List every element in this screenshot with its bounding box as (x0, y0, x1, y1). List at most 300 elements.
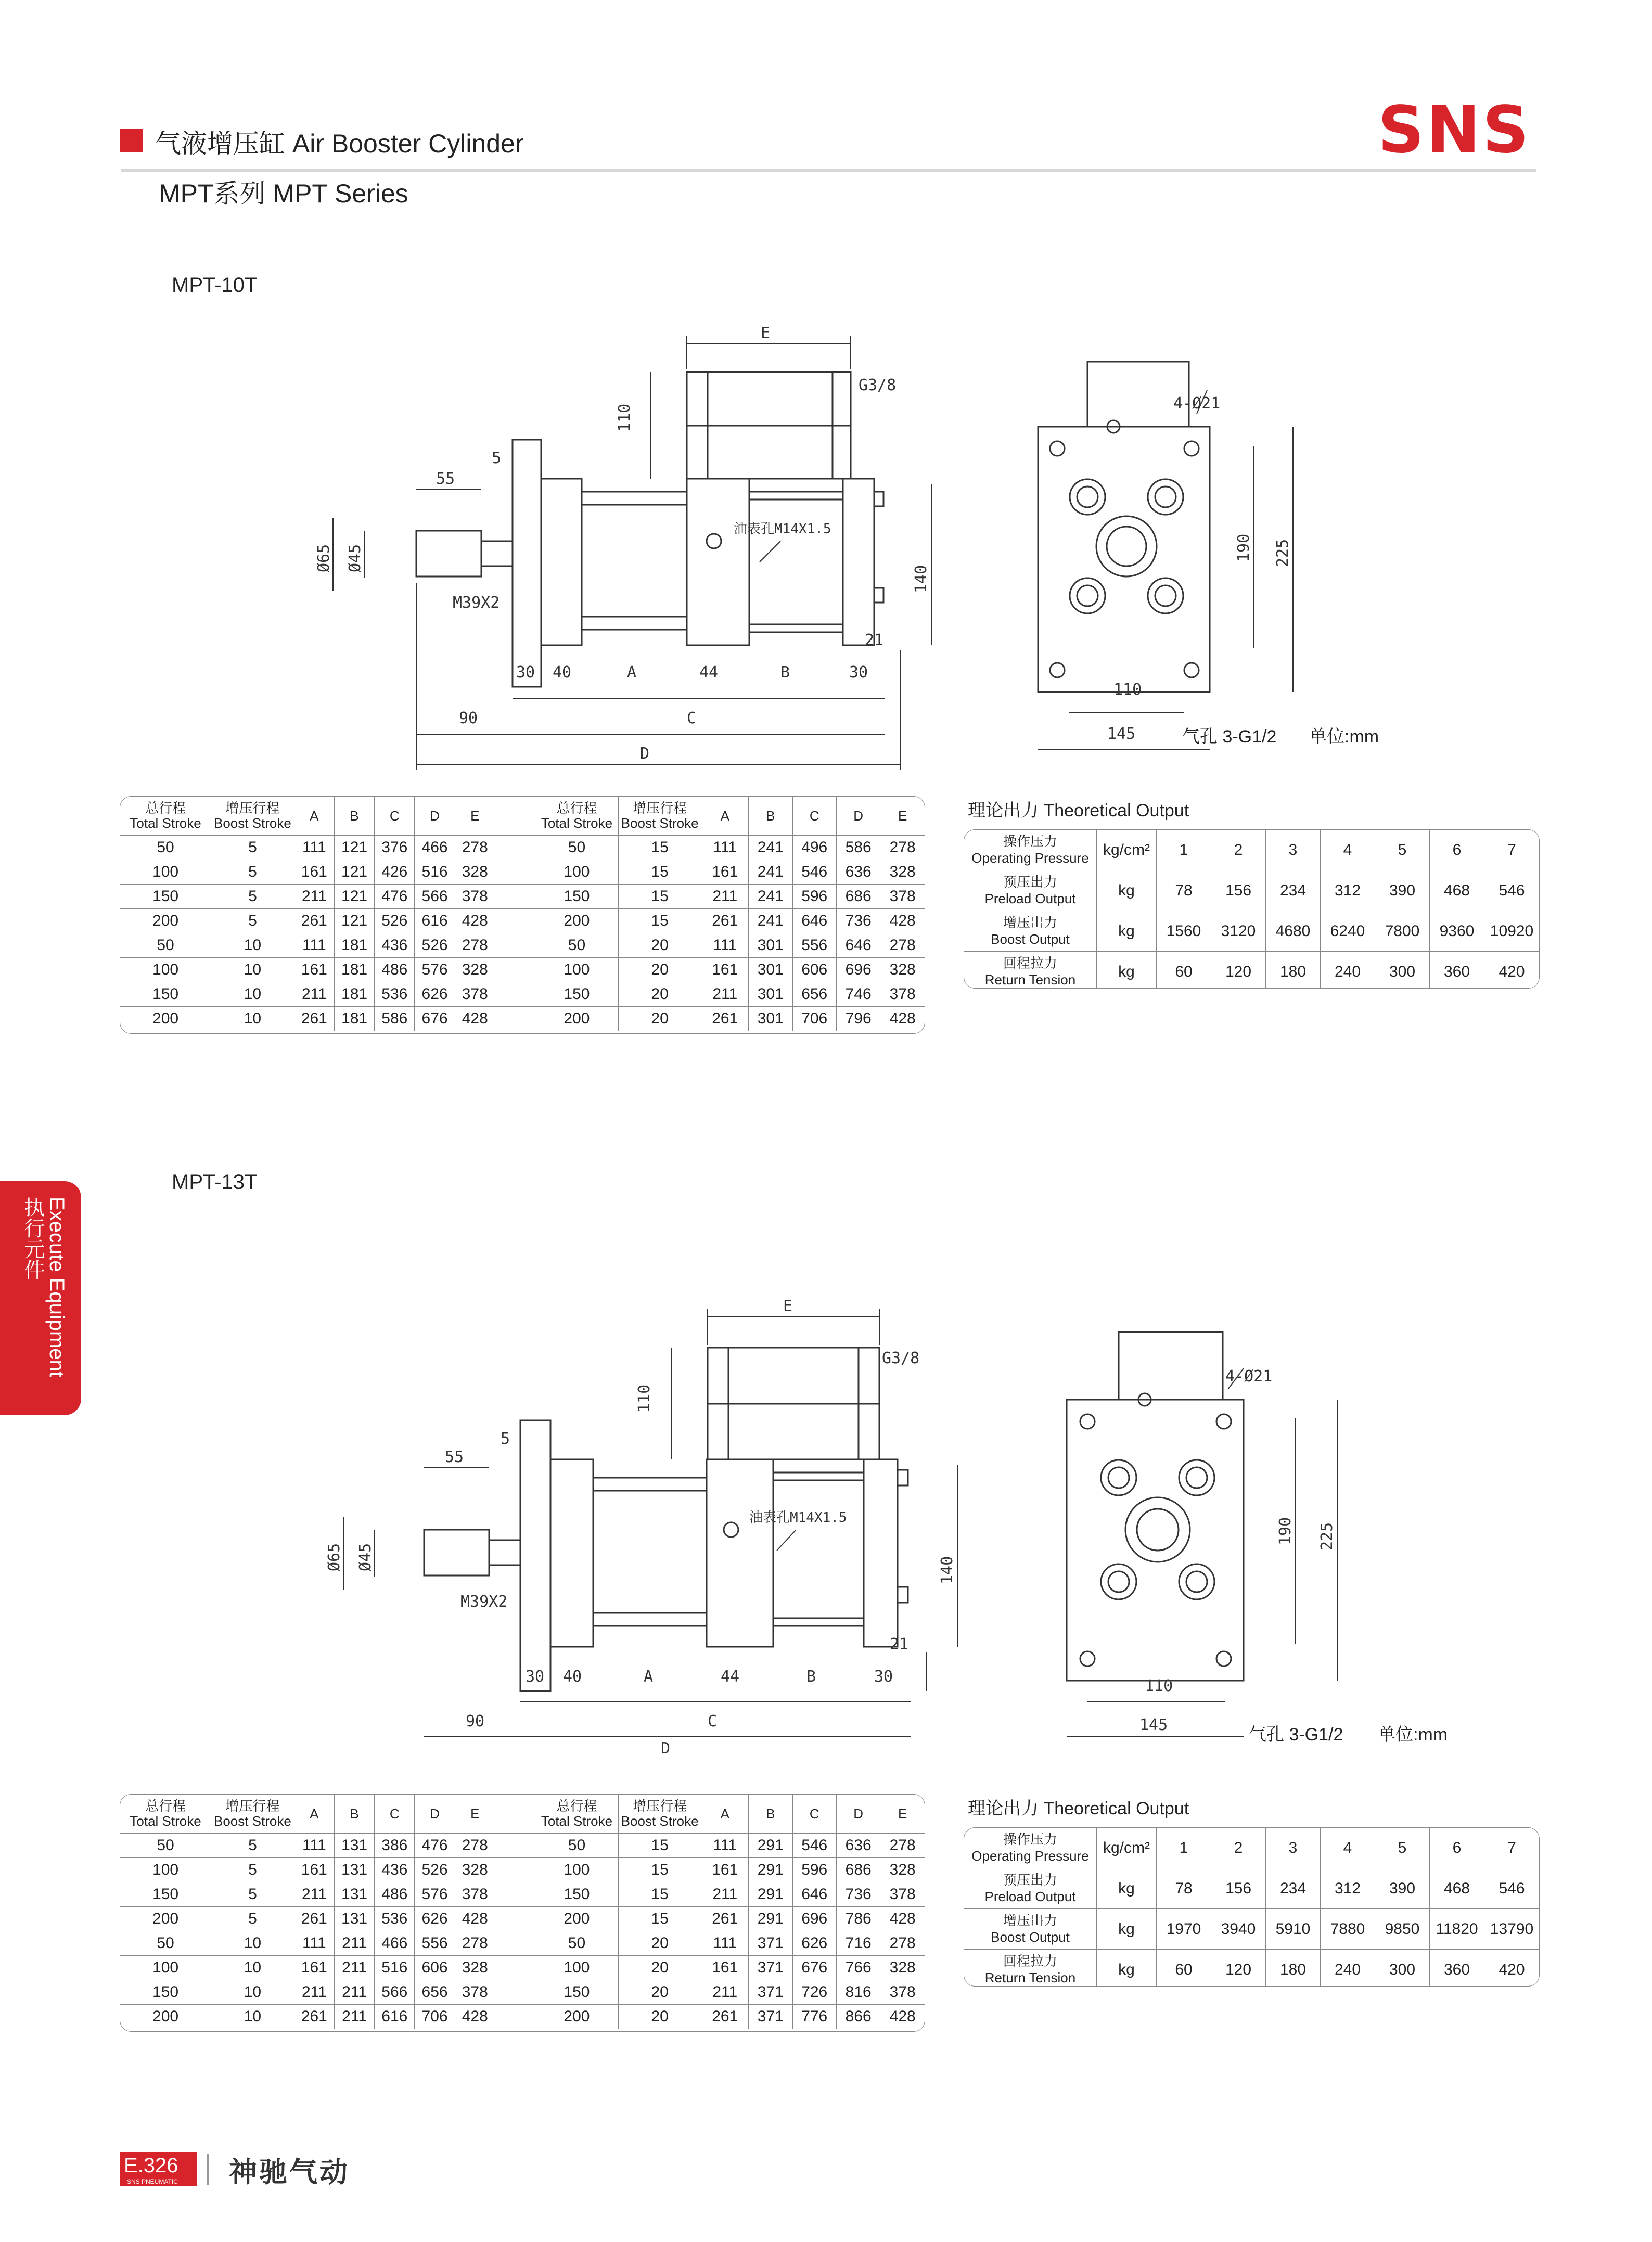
table-cell: 211 (701, 1882, 749, 1907)
table-cell: 211 (335, 1980, 375, 2005)
air-port-note-2: 气孔 3-G1/2 (1249, 1725, 1343, 1745)
table-cell: 50 (535, 933, 619, 958)
table-cell: 150 (120, 885, 211, 909)
table-cell: 60 (1157, 952, 1211, 989)
table-cell (495, 958, 535, 982)
table-cell: 6 (1430, 830, 1484, 870)
table-cell: 626 (415, 1907, 455, 1931)
table-cell: 150 (120, 1882, 211, 1907)
table-cell: 596 (793, 1858, 837, 1882)
table-row (120, 1931, 925, 1956)
dim-140-2: 140 (938, 1556, 956, 1584)
table-cell: 328 (880, 1858, 925, 1882)
table-cell: 181 (335, 982, 375, 1007)
table-cell: 5 (211, 1858, 294, 1882)
table-cell: 111 (294, 1834, 335, 1858)
table-cell: 161 (294, 860, 335, 885)
table-cell: 11820 (1430, 1909, 1484, 1950)
table-cell: 15 (619, 1907, 702, 1931)
table-cell: 428 (889, 2008, 916, 2025)
hdr-c-1r: C (793, 797, 837, 836)
table-cell: 371 (749, 2005, 792, 2029)
hdr-c-2: C (375, 1795, 415, 1834)
table-cell (495, 933, 535, 958)
table-cell: 278 (455, 836, 495, 860)
footer-brand-small: SNS PNEUMATIC (127, 2178, 178, 2185)
table-row (120, 836, 925, 860)
table-cell: 736 (837, 909, 880, 933)
table-cell: 6240 (1321, 911, 1375, 952)
table-row (964, 830, 1539, 870)
table-cell: 371 (749, 1931, 792, 1956)
table-cell: 686 (837, 885, 880, 909)
table-cell: 150 (535, 885, 619, 909)
table-cell (495, 1858, 535, 1882)
table-cell: 9360 (1430, 911, 1484, 952)
table-cell: 371 (749, 1980, 792, 2005)
hdr-a-1r: A (701, 797, 749, 836)
table-cell: 796 (837, 1007, 880, 1031)
dim-140-1: 140 (912, 565, 930, 593)
table-cell: 3 (1266, 830, 1321, 870)
table-cell: 786 (837, 1907, 880, 1931)
table-cell: 156 (1211, 870, 1266, 911)
table-cell: 20 (619, 1980, 702, 2005)
table-cell: 2 (1211, 830, 1266, 870)
table-cell: 5 (211, 1907, 294, 1931)
table-cell: 200 (535, 909, 619, 933)
table-cell: 15 (619, 1834, 702, 1858)
table-cell: 706 (415, 2005, 455, 2029)
table-cell: 816 (837, 1980, 880, 2005)
hdr-boost-2r: 增压行程 Boost Stroke (619, 1795, 702, 1834)
table-cell: 378 (455, 982, 495, 1007)
table-cell: 13790 (1484, 1909, 1539, 1950)
table-cell: 15 (619, 909, 702, 933)
table-cell: 646 (793, 909, 837, 933)
table-cell: 301 (749, 958, 792, 982)
table-cell: 10 (211, 958, 294, 982)
table-cell: 121 (335, 909, 375, 933)
table-cell: 241 (749, 885, 792, 909)
table-cell: 328 (455, 1858, 495, 1882)
table-cell: 181 (335, 1007, 375, 1031)
table-cell: 120 (1211, 952, 1266, 989)
table-cell: 606 (415, 1956, 455, 1980)
table-cell: 78 (1157, 1868, 1211, 1909)
table-cell: 291 (749, 1834, 792, 1858)
table-row (120, 1980, 925, 2005)
table-cell: 360 (1430, 952, 1484, 989)
table-cell: 20 (619, 958, 702, 982)
table-cell: 1 (1157, 1828, 1211, 1868)
table-cell: 5910 (1266, 1909, 1321, 1950)
table-cell: 3 (1266, 1828, 1321, 1868)
table-cell: 60 (1157, 1950, 1211, 1987)
table-cell (495, 860, 535, 885)
table-cell: 5 (211, 1882, 294, 1907)
hdr-c-2r: C (793, 1795, 837, 1834)
table-cell: 426 (375, 860, 415, 885)
table-cell: 526 (375, 909, 415, 933)
dim-40-1: 40 (553, 663, 572, 682)
table-cell: 200 (535, 1007, 619, 1031)
table-cell: 121 (335, 885, 375, 909)
table-cell: 181 (335, 958, 375, 982)
table-cell: 261 (294, 1907, 335, 1931)
table-cell: 4 (1321, 1828, 1375, 1868)
table-cell: 378 (880, 885, 925, 909)
table-cell: 301 (749, 933, 792, 958)
table-cell: 10 (211, 982, 294, 1007)
table-cell: 5 (1375, 830, 1430, 870)
table-cell: 20 (619, 1007, 702, 1031)
table-cell: 466 (415, 836, 455, 860)
table-row (120, 933, 925, 958)
hdr-a-2: A (294, 1795, 335, 1834)
page-title: 气液增压缸 Air Booster Cylinder (155, 129, 524, 158)
drawing-mpt-10t (312, 312, 1405, 780)
table-cell: 111 (701, 1834, 749, 1858)
table-cell: 10 (211, 1931, 294, 1956)
dim-110-2: 110 (635, 1384, 654, 1413)
row-label: 操作压力 Operating Pressure (964, 1828, 1097, 1868)
table-cell: 546 (1484, 1868, 1539, 1909)
table-cell: 278 (880, 1834, 925, 1858)
table-cell: 131 (335, 1834, 375, 1858)
table-cell: 240 (1321, 952, 1375, 989)
table-cell: 378 (455, 1882, 495, 1907)
table-cell: 211 (335, 2005, 375, 2029)
dim-225-2: 225 (1318, 1522, 1336, 1551)
table-cell: 241 (749, 860, 792, 885)
table-cell: 428 (455, 1907, 495, 1931)
table-cell: 261 (294, 909, 335, 933)
page-number: E.326 (124, 2154, 178, 2177)
table-cell: 556 (793, 933, 837, 958)
table-cell: 390 (1375, 1868, 1430, 1909)
table-cell: 726 (793, 1980, 837, 2005)
hdr-total-2r: 总行程 Total Stroke (535, 1795, 619, 1834)
footer-brand: 神驰气动 (229, 2157, 350, 2188)
dim-55-1: 55 (436, 470, 455, 488)
table-cell: 20 (619, 1956, 702, 1980)
table-cell: 736 (837, 1882, 880, 1907)
table-cell: 386 (375, 1834, 415, 1858)
row-label: 增压出力 Boost Output (964, 911, 1097, 952)
table-cell (495, 1980, 535, 2005)
table-cell: 50 (535, 836, 619, 860)
table-row (964, 870, 1539, 911)
table-cell: 5 (211, 909, 294, 933)
table-cell: 626 (793, 1931, 837, 1956)
dim-110-1: 110 (616, 403, 634, 432)
table-cell: 476 (375, 885, 415, 909)
table-cell: 7 (1484, 1828, 1539, 1868)
table-cell: 278 (880, 1931, 925, 1956)
table-cell: 328 (455, 1956, 495, 1980)
table-cell: 161 (294, 1858, 335, 1882)
dim-190-2: 190 (1276, 1517, 1295, 1545)
hdr-d-1r: D (837, 797, 880, 836)
table-cell: 20 (619, 933, 702, 958)
table-cell: 180 (1266, 1950, 1321, 1987)
table-cell: 436 (375, 933, 415, 958)
table-row (120, 909, 925, 933)
table-cell: 5 (211, 1834, 294, 1858)
output-table-1 (964, 829, 1540, 989)
hdr-d-2: D (415, 1795, 455, 1834)
footer-separator (207, 2154, 209, 2185)
table-cell: 546 (793, 1834, 837, 1858)
dim-d-2: D (661, 1739, 671, 1753)
table-cell: 278 (455, 1931, 495, 1956)
model-label-2: MPT-13T (172, 1171, 258, 1194)
spec-table-2 (120, 1794, 925, 2032)
table-cell (495, 836, 535, 860)
table-cell: 211 (294, 1980, 335, 2005)
hdr-a-2r: A (701, 1795, 749, 1834)
table-cell: 50 (535, 1834, 619, 1858)
table-cell: 378 (880, 982, 925, 1007)
table-cell: 161 (294, 958, 335, 982)
hdr-b-2r: B (749, 1795, 792, 1834)
table-cell: 766 (837, 1956, 880, 1980)
table-cell: 100 (535, 958, 619, 982)
table-cell: 428 (889, 1010, 916, 1027)
drawing-mpt-13t (312, 1285, 1405, 1753)
table-cell: 576 (415, 958, 455, 982)
table-cell: 486 (375, 1882, 415, 1907)
table-cell: 526 (415, 933, 455, 958)
table-cell: 15 (619, 836, 702, 860)
table-cell: 706 (793, 1007, 837, 1031)
dim-225-1: 225 (1274, 539, 1292, 567)
output-title-2: 理论出力 Theoretical Output (968, 1799, 1189, 1818)
dim-holes-2: 4-Ø21 (1225, 1367, 1273, 1386)
table-cell: 111 (701, 1931, 749, 1956)
table-cell (495, 885, 535, 909)
table-cell: 131 (335, 1907, 375, 1931)
table-row (964, 1950, 1539, 1987)
table-cell: 211 (701, 1980, 749, 2005)
table-row (120, 885, 925, 909)
table-cell: 696 (837, 958, 880, 982)
table-cell: 466 (375, 1931, 415, 1956)
dim-b-1: B (780, 663, 790, 682)
table-cell: 20 (619, 1931, 702, 1956)
air-port-note-1: 气孔 3-G1/2 (1182, 727, 1277, 747)
side-tab-zh: 执行元件 (21, 1197, 44, 1280)
table-cell: 50 (120, 836, 211, 860)
table-cell: 131 (335, 1858, 375, 1882)
table-cell: 240 (1321, 1950, 1375, 1987)
hdr-b-1r: B (749, 797, 792, 836)
table-cell: 616 (375, 2005, 415, 2029)
dim-g38-1: G3/8 (859, 376, 897, 394)
spec-table-1 (120, 796, 925, 1034)
table-cell: 686 (837, 1858, 880, 1882)
row-label: 回程拉力 Return Tension (964, 1950, 1097, 1987)
dim-b-2: B (806, 1668, 816, 1686)
table-cell: 436 (375, 1858, 415, 1882)
unit-cell: kg (1097, 870, 1157, 911)
dim-a-1: A (627, 663, 637, 682)
table-cell: 626 (415, 982, 455, 1007)
table-cell: 10 (211, 1007, 294, 1031)
table-cell: 78 (1157, 870, 1211, 911)
table-cell: 200 (535, 2005, 619, 2029)
table-cell: 291 (749, 1907, 792, 1931)
table-cell: 4680 (1266, 911, 1321, 952)
dim-g38-2: G3/8 (882, 1349, 920, 1367)
dim-44-2: 44 (721, 1668, 740, 1686)
hdr-d-2r: D (837, 1795, 880, 1834)
table-cell: 516 (375, 1956, 415, 1980)
table-cell: 468 (1430, 870, 1484, 911)
dim-30a-2: 30 (526, 1668, 545, 1686)
dim-44-1: 44 (699, 663, 719, 682)
side-tab-en: Execute Equipment (45, 1197, 68, 1377)
table-row (120, 1007, 925, 1031)
table-cell: 371 (749, 1956, 792, 1980)
table-cell: 676 (415, 1007, 455, 1031)
table-cell: 1560 (1157, 911, 1211, 952)
table-cell: 566 (375, 1980, 415, 2005)
table-cell: 15 (619, 1882, 702, 1907)
table-cell: 291 (749, 1882, 792, 1907)
table-cell: 5 (211, 885, 294, 909)
unit-cell: kg (1097, 952, 1157, 989)
table-cell: 211 (294, 982, 335, 1007)
table-cell: 50 (120, 1834, 211, 1858)
dim-55-2: 55 (445, 1448, 464, 1466)
table-cell: 150 (535, 982, 619, 1007)
table-cell: 7 (1484, 830, 1539, 870)
table-cell: 312 (1321, 1868, 1375, 1909)
table-cell (495, 1007, 535, 1031)
table-cell: 546 (793, 860, 837, 885)
table-row (120, 1882, 925, 1907)
hdr-total-2: 总行程 Total Stroke (120, 1795, 211, 1834)
table-cell: 120 (1211, 1950, 1266, 1987)
dim-d-1: D (640, 745, 650, 763)
table-cell: 111 (294, 836, 335, 860)
table-cell: 15 (619, 860, 702, 885)
table-cell: 261 (701, 909, 749, 933)
table-cell: 161 (701, 1858, 749, 1882)
table-cell (495, 1907, 535, 1931)
table-cell: 261 (701, 1007, 749, 1031)
output-table-2 (964, 1827, 1540, 1987)
dim-w110-1: 110 (1113, 681, 1142, 699)
table-cell: 536 (375, 1907, 415, 1931)
table-cell: 468 (1430, 1868, 1484, 1909)
table-cell: 9850 (1375, 1909, 1430, 1950)
dim-d65-1: Ø65 (315, 544, 333, 572)
dim-30a-1: 30 (516, 663, 535, 682)
table-cell: 121 (335, 836, 375, 860)
unit-cell: kg (1097, 1909, 1157, 1950)
table-cell: 278 (455, 933, 495, 958)
table-cell: 390 (1375, 870, 1430, 911)
table-cell: 696 (793, 1907, 837, 1931)
table-cell: 10 (211, 1956, 294, 1980)
table-cell: 328 (455, 860, 495, 885)
table-row (964, 911, 1539, 952)
dim-40-2: 40 (563, 1668, 582, 1686)
hdr-b-2: B (335, 1795, 375, 1834)
table-cell: 328 (880, 860, 925, 885)
table-cell: 7880 (1321, 1909, 1375, 1950)
table-cell: 656 (415, 1980, 455, 2005)
table-cell: 150 (535, 1980, 619, 2005)
table-cell: 586 (375, 1007, 415, 1031)
table-cell: 496 (793, 836, 837, 860)
table-cell: 241 (749, 836, 792, 860)
table-cell: 131 (335, 1882, 375, 1907)
dim-5-2: 5 (501, 1430, 510, 1448)
table-row (120, 1858, 925, 1882)
table-cell: 420 (1499, 1961, 1525, 1978)
dim-5-1: 5 (492, 449, 502, 467)
table-cell: 50 (535, 1931, 619, 1956)
table-cell: 378 (880, 1882, 925, 1907)
dim-c-2: C (708, 1712, 718, 1731)
page-number-box (120, 2152, 197, 2186)
table-cell: 428 (880, 1907, 925, 1931)
table-cell: 234 (1266, 1868, 1321, 1909)
table-row (964, 1828, 1539, 1868)
table-cell: 100 (120, 1956, 211, 1980)
table-cell: 261 (701, 2005, 749, 2029)
table-cell: 161 (294, 1956, 335, 1980)
header-bullet (120, 129, 143, 152)
dim-90-2: 90 (466, 1712, 485, 1731)
unit-cell: kg/cm² (1097, 1828, 1157, 1868)
table-row (120, 1907, 925, 1931)
dim-w110-2: 110 (1145, 1677, 1173, 1695)
table-cell: 10920 (1484, 911, 1539, 952)
table-cell: 3940 (1211, 1909, 1266, 1950)
table-cell: 328 (455, 958, 495, 982)
table-cell: 278 (455, 1834, 495, 1858)
table-cell: 211 (701, 982, 749, 1007)
hdr-d-1: D (415, 797, 455, 836)
hdr-total-1r: 总行程 Total Stroke (535, 797, 619, 836)
table-cell: 200 (535, 1907, 619, 1931)
table-cell: 428 (455, 909, 495, 933)
table-cell: 278 (880, 933, 925, 958)
table-cell: 360 (1430, 1950, 1484, 1987)
table-cell: 716 (837, 1931, 880, 1956)
table-cell (495, 2005, 535, 2029)
table-cell: 636 (837, 860, 880, 885)
table-cell: 15 (619, 1858, 702, 1882)
dim-30b-1: 30 (849, 663, 868, 682)
table-cell: 536 (375, 982, 415, 1007)
table-cell: 1 (1157, 830, 1211, 870)
table-cell: 156 (1211, 1868, 1266, 1909)
row-label: 预压出力 Preload Output (964, 870, 1097, 911)
table-cell: 10 (211, 933, 294, 958)
table-cell: 20 (619, 2005, 702, 2029)
table-cell: 300 (1375, 952, 1430, 989)
unit-cell: kg (1097, 1950, 1157, 1987)
oil-port-label-1: 油表孔M14X1.5 (734, 521, 831, 537)
table-cell: 546 (1484, 870, 1539, 911)
table-cell: 1970 (1157, 1909, 1211, 1950)
